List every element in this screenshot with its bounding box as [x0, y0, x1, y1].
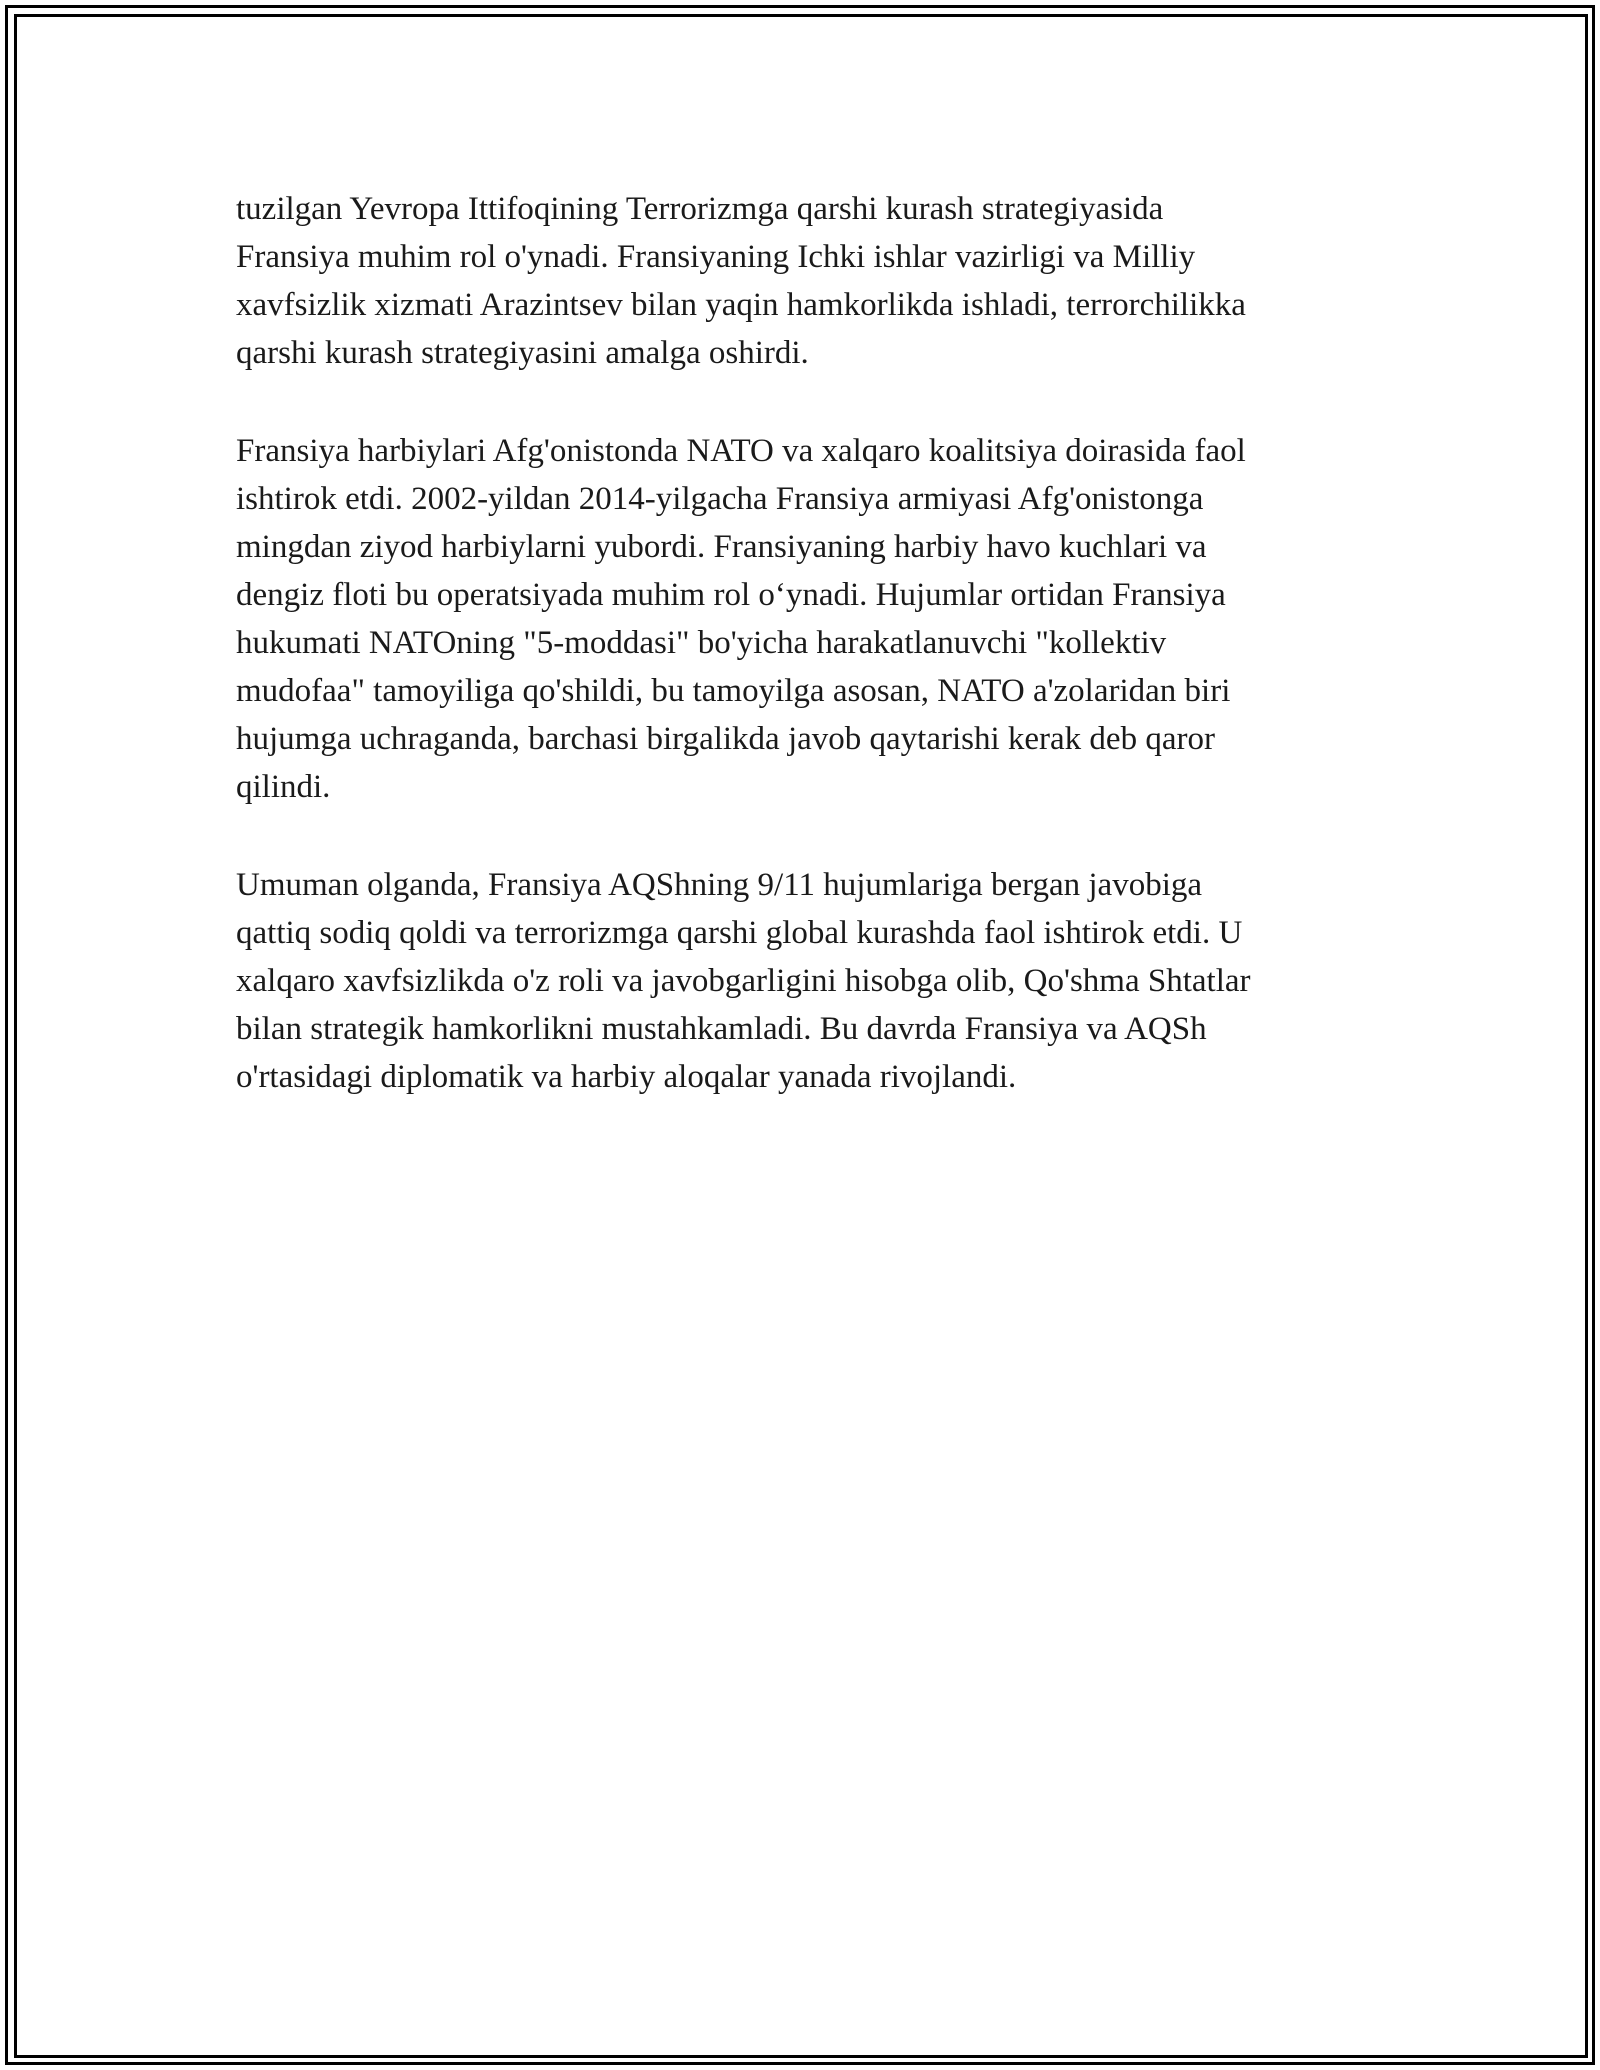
paragraph-1: tuzilgan Yevropa Ittifoqining Terrorizmga qarshi kurash strategiyasida Fransiya muhim rol o'ynadi. Fransiyaning Ichki ishlar vazirligi va Milliy xavfsizlik xizmati Arazintsev bilan yaqin hamkorlikda ishladi, terrorchilikka qarshi kurash strategiyasini amalga oshirdi. — [236, 191, 1246, 371]
paragraph-2: Fransiya harbiylari Afg'onistonda NATO va xalqaro koalitsiya doirasida faol ishtirok etdi. 2002-yildan 2014-yilgacha Fransiya armiyasi Afg'onistonga mingdan ziyod harbiylarni yubordi. Fransiyaning harbiy havo kuchlari va dengiz floti bu operatsiyada muhim rol o‘ynadi. Hujumlar ortidan Fransiya hukumati NATOning "5-moddasi" bo'yicha harakatlanuvchi "kollektiv mudofaa" tamoyiliga qo'shildi, bu tamoyilga asosan, NATO a'zolaridan biri hujumga uchraganda, barchasi birgalikda javob qaytarishi kerak deb qaror qilindi. — [236, 433, 1246, 805]
paragraph-3: Umuman olganda, Fransiya AQShning 9/11 hujumlariga bergan javobiga qattiq sodiq qoldi va terrorizmga qarshi global kurashda faol ishtirok etdi. U xalqaro xavfsizlikda o'z roli va javobgarligini hisobga olib, Qo'shma Shtatlar bilan strategik hamkorlikni mustahkamladi. Bu davrda Fransiya va AQSh o'rtasidagi diplomatik va harbiy aloqalar yanada rivojlandi. — [236, 867, 1251, 1095]
document-body — [236, 185, 1366, 1101]
